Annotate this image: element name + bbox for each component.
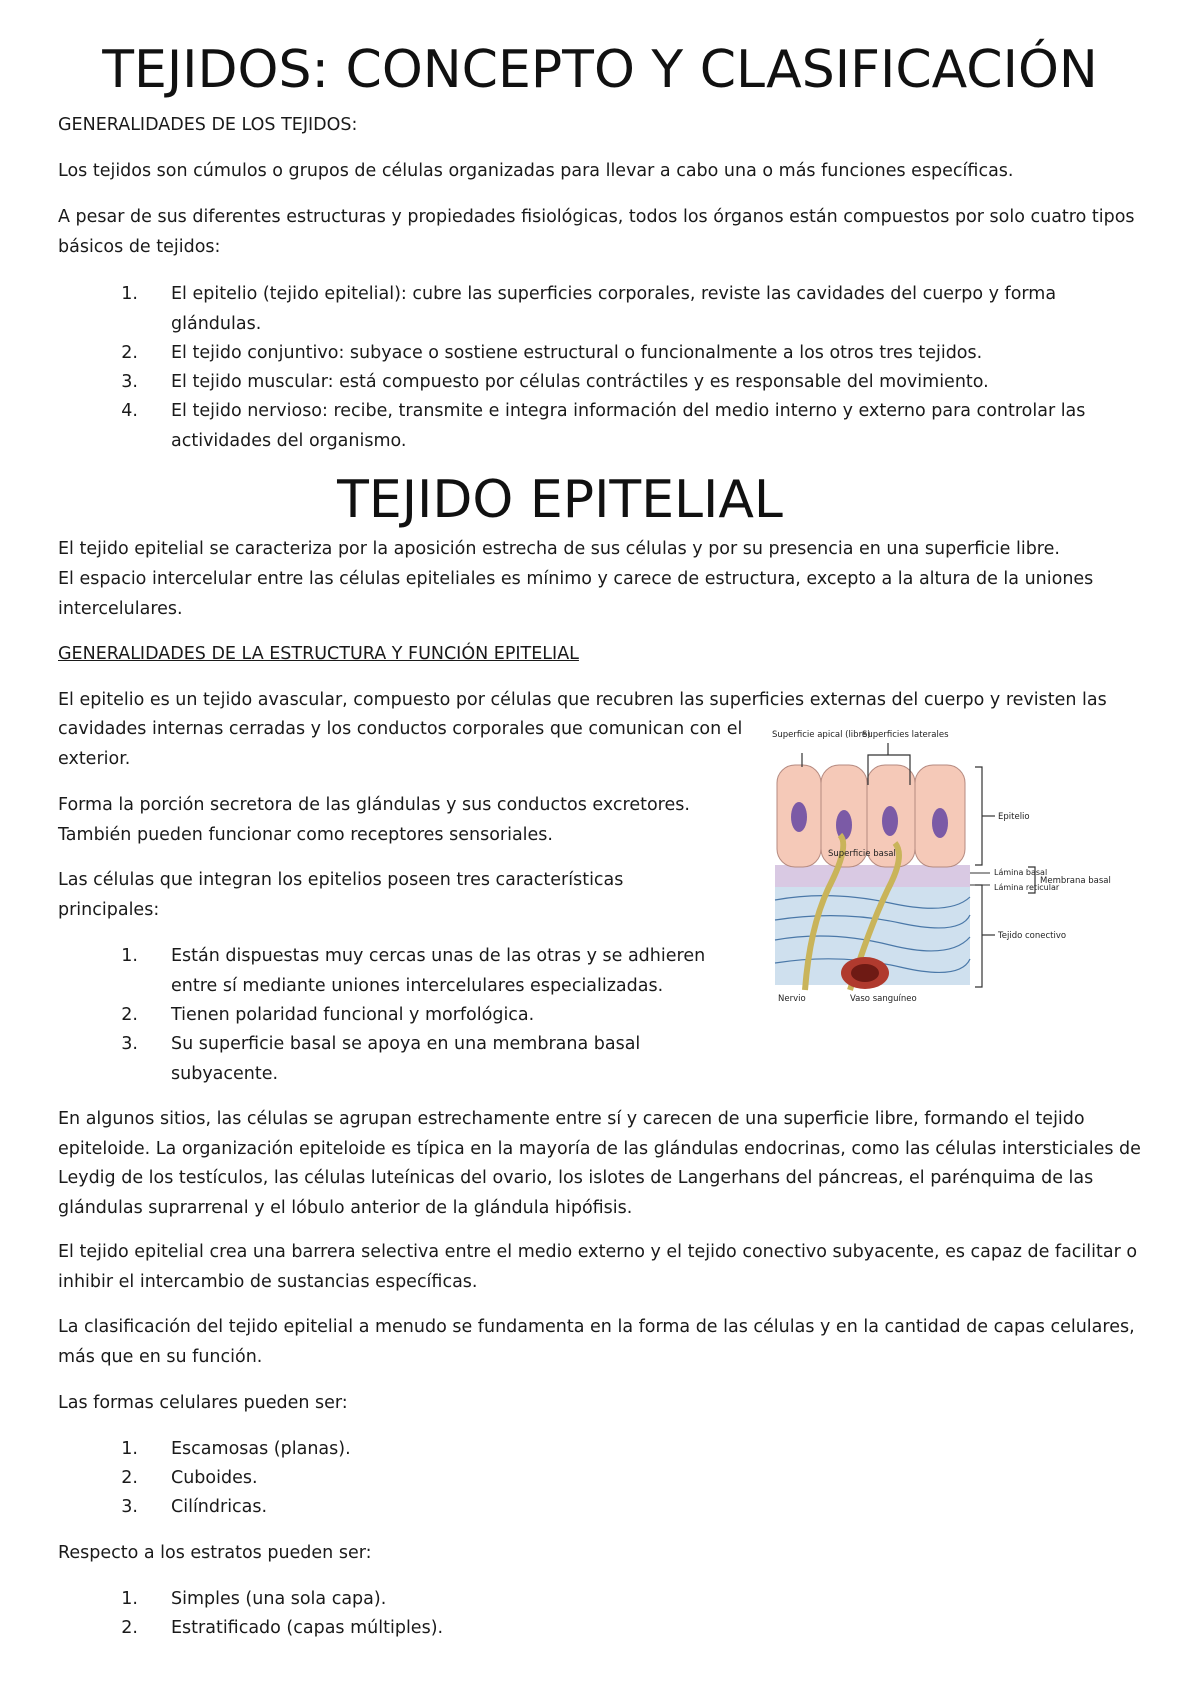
list-item: [121, 1585, 771, 1615]
epitelial-paragraph-1a: El tejido epitelial se caracteriza por la aposición estrecha de sus células y por su presencia en una superficie libre.: [58, 539, 1060, 559]
list-number: 1.: [121, 946, 138, 966]
list-text: Tienen polaridad funcional y morfológica.: [171, 1005, 535, 1025]
list-number: 2.: [121, 1005, 138, 1025]
list-text: El tejido muscular: está compuesto por células contráctiles y es responsable del movimiento.: [171, 372, 989, 392]
label-laterales: Superficies laterales: [862, 730, 949, 740]
clasificacion-paragraph: La clasificación del tejido epitelial a menudo se fundamenta en la forma de las células y en la cantidad de capas celulares, más que en su función.: [58, 1317, 1135, 1367]
list-text: Estratificado (capas múltiples).: [171, 1618, 444, 1638]
list-text: El tejido nervioso: recibe, transmite e integra información del medio interno y externo para controlar las actividades del organismo.: [171, 401, 1086, 451]
list-number: 2.: [121, 1468, 138, 1488]
list-item: [121, 339, 1111, 369]
epithelium-diagram: [770, 725, 1140, 1005]
list-item: [121, 1030, 671, 1089]
list-item: [121, 397, 1131, 456]
blood-vessel-lumen: [851, 964, 879, 982]
list-text: El tejido conjuntivo: subyace o sostiene estructural o funcionalmente a los otros tres tejidos.: [171, 343, 983, 363]
list-number: 1.: [121, 1439, 138, 1459]
epitelial-paragraph-1b: El espacio intercelular entre las células epiteliales es mínimo y carece de estructura, excepto a la altura de la uniones intercelulares.: [58, 569, 1094, 619]
estructura-paragraph-2: Forma la porción secretora de las glándulas y sus conductos excretores. También pueden funcionar como receptores sensoriales.: [58, 795, 690, 845]
label-apical-text: Superficie apical (libre): [772, 730, 871, 740]
epiteloide-paragraph: En algunos sitios, las células se agrupan estrechamente entre sí y carecen de una superficie libre, formando el tejido epiteloide. La organización epiteloide es típica en la mayoría de las glándulas endocrinas, como las células intersticiales de Leydig de los testículos, las células luteínicas del ovario, los islotes de Langerhans del páncreas, el parénquima de las glándulas suprarrenal y el lóbulo anterior de la glándula hipófisis.: [58, 1109, 1141, 1218]
basal-lamina: [775, 865, 970, 887]
nucleus: [791, 802, 807, 832]
list-text: Escamosas (planas).: [171, 1439, 351, 1459]
nucleus: [932, 808, 948, 838]
list-item: [121, 280, 1111, 339]
estructura-paragraph-1-rest: cavidades internas cerradas y los conductos corporales que comunican con el exterior.: [58, 719, 743, 769]
list-number: 2.: [121, 1618, 138, 1638]
list-item: [121, 368, 1111, 398]
estratos-intro: Respecto a los estratos pueden ser:: [58, 1543, 372, 1563]
label-lamina-basal: Lámina basal: [994, 868, 1048, 877]
list-number: 3.: [121, 1497, 138, 1517]
list-item: [121, 942, 716, 1001]
label-apical: [772, 730, 870, 740]
estructura-heading: GENERALIDADES DE LA ESTRUCTURA Y FUNCIÓN EPITELIAL: [58, 644, 579, 664]
list-item: [121, 1435, 771, 1465]
list-text: Simples (una sola capa).: [171, 1589, 387, 1609]
nucleus: [882, 806, 898, 836]
label-lamina-reticular: Lámina reticular: [994, 883, 1060, 892]
label-membrana-basal: Membrana basal: [1040, 876, 1111, 886]
list-number: 2.: [121, 343, 138, 363]
formas-intro: Las formas celulares pueden ser:: [58, 1393, 348, 1413]
list-item: [121, 1001, 716, 1031]
label-vaso: Vaso sanguíneo: [850, 994, 917, 1004]
label-basal-surface: Superficie basal: [828, 849, 896, 859]
list-item: [121, 1614, 771, 1644]
list-text: Su superficie basal se apoya en una membrana basal subyacente.: [171, 1034, 641, 1084]
main-title: TEJIDOS: CONCEPTO Y CLASIFICACIÓN: [102, 40, 1098, 100]
bracket: [975, 767, 982, 865]
label-nervio: Nervio: [778, 994, 806, 1004]
list-number: 4.: [121, 401, 138, 421]
generalidades-heading: GENERALIDADES DE LOS TEJIDOS:: [58, 115, 358, 135]
label-epitelio: Epitelio: [998, 812, 1030, 822]
list-item: [121, 1493, 771, 1523]
estructura-paragraph-1-line1: El epitelio es un tejido avascular, compuesto por células que recubren las superficies externas del cuerpo y revisten las: [58, 690, 1107, 710]
list-number: 1.: [121, 284, 138, 304]
list-text: Están dispuestas muy cercas unas de las otras y se adhieren entre sí mediante uniones intercelulares especializadas.: [171, 946, 706, 996]
list-number: 3.: [121, 372, 138, 392]
list-item: [121, 1464, 771, 1494]
estructura-paragraph-3: Las células que integran los epitelios poseen tres características principales:: [58, 870, 624, 920]
intro-paragraph-1: Los tejidos son cúmulos o grupos de células organizadas para llevar a cabo una o más funciones específicas.: [58, 161, 1014, 181]
intro-paragraph-2: A pesar de sus diferentes estructuras y propiedades fisiológicas, todos los órganos están compuestos por solo cuatro tipos básicos de tejidos:: [58, 207, 1135, 257]
list-number: 1.: [121, 1589, 138, 1609]
label-tejido-conectivo: Tejido conectivo: [998, 931, 1067, 941]
epitelial-title: TEJIDO EPITELIAL: [337, 470, 783, 530]
bracket: [975, 885, 982, 987]
barrera-paragraph: El tejido epitelial crea una barrera selectiva entre el medio externo y el tejido conectivo subyacente, es capaz de facilitar o inhibir el intercambio de sustancias específicas.: [58, 1242, 1138, 1292]
list-text: El epitelio (tejido epitelial): cubre las superficies corporales, reviste las cavidades del cuerpo y forma glándulas.: [171, 284, 1057, 334]
list-text: Cuboides.: [171, 1468, 258, 1488]
list-number: 3.: [121, 1034, 138, 1054]
list-text: Cilíndricas.: [171, 1497, 268, 1517]
